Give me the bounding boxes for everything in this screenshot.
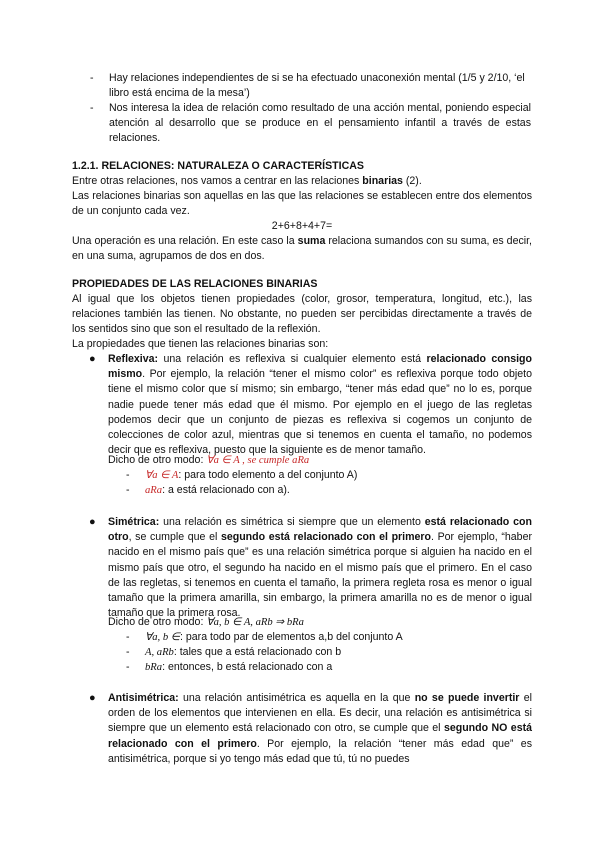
antisimetrica-paragraph: Antisimétrica: una relación antisimétrica es aquella en la que no se puede invertir el orden de los elementos que intervienen en ella. Es decir, una relación es antisimétrica si siempre que un elemento está relacionado con otro, se cumple que el segundo NO está relacionado con el primero. Por ejemplo, la relación “tener más edad que” es antisimétrica, porque si yo tengo más edad que tú, tú no puedes bbox=[108, 692, 533, 765]
dash-marker: - bbox=[126, 646, 130, 658]
section-paragraph-3: Una operación es una relación. En este caso la suma relaciona sumandos con su suma, es decir, en una suma, agrupamos de dos en dos. bbox=[72, 235, 532, 263]
reflexiva-formula: ∀a ∈ A , se cumple aRa bbox=[206, 455, 310, 466]
section-paragraph-2: Las relaciones binarias son aquellas en las que las relaciones se establecen entre dos elementos de un conjunto cada vez. bbox=[72, 190, 532, 218]
reflexiva-sub-1: ∀a ∈ A: para todo elemento a del conjunto A) bbox=[145, 469, 358, 481]
simetrica-formula-line: Dicho de otro modo: ∀a, b ∈ A, aRb ⇒ bRa bbox=[108, 616, 304, 628]
dash-marker: - bbox=[126, 631, 130, 643]
section-paragraph-1: Entre otras relaciones, nos vamos a centrar en las relaciones binarias (2). bbox=[72, 175, 422, 187]
dash-marker: - bbox=[90, 72, 94, 84]
reflexiva-paragraph: Reflexiva: una relación es reflexiva si cualquier elemento está relacionado consigo mismo. Por ejemplo, la relación “tener el mismo color” es reflexiva porque todo objeto tiene el mismo color que sí mismo; sin embargo, “tener más edad que” no lo es, porque nadie puede tener más edad que él mismo. Por ejemplo en el juego de las regletas podemos decir que un conjunto de piezas es reflexiva si cogemos un conjunto de colecciones de color azul, mientras que si tenemos en cuenta el tamaño, no podemos decir que es reflexiva, puesto que la siguiente es de menor tamaño. bbox=[108, 353, 532, 457]
simetrica-formula: ∀a, b ∈ A, aRb ⇒ bRa bbox=[206, 617, 304, 628]
simetrica-sub-1: ∀a, b ∈: para todo par de elementos a,b del conjunto A bbox=[145, 631, 403, 643]
section-heading: 1.2.1. RELACIONES: NATURALEZA O CARACTERÍSTICAS bbox=[72, 160, 364, 172]
properties-paragraph-2: La propiedades que tienen las relaciones binarias son: bbox=[72, 338, 329, 350]
simetrica-sub-2: A, aRb: tales que a está relacionado con b bbox=[145, 646, 342, 658]
dash-marker: - bbox=[126, 469, 130, 481]
intro-item-1: Hay relaciones independientes de si se ha efectuado unaconexión mental (1/5 y 2/10, ‘el libro está encima de la mesa’) bbox=[109, 72, 525, 100]
simetrica-sub-3: bRa: entonces, b está relacionado con a bbox=[145, 661, 333, 673]
properties-paragraph-1: Al igual que los objetos tienen propiedades (color, grosor, temperatura, longitud, etc.), las relaciones también las tienen. No obstante, no pueden ser percibidas directamente a través de los sentidos sino que son el resultado de la reflexión. bbox=[72, 293, 532, 336]
reflexiva-formula-line: Dicho de otro modo: ∀a ∈ A , se cumple aRa bbox=[108, 454, 310, 466]
intro-item-2: Nos interesa la idea de relación como resultado de una acción mental, poniendo especial atención al desarrollo que se produce en el pensamiento infantil a través de estas relaciones. bbox=[109, 102, 531, 145]
bullet-icon: ● bbox=[89, 516, 96, 528]
simetrica-paragraph: Simétrica: una relación es simétrica si siempre que un elemento está relacionado con otro, se cumple que el segundo está relacionado con el primero. Por ejemplo, “haber nacido en el mismo país que” es una relación simétrica porque si alguien ha nacido en el mismo país que otro, el segundo ha nacido en el mismo país que el primero. En el caso de las regletas, si tenemos en cuenta el tamaño, la primera regleta rosa es menor o igual tamaño que la primera amarilla, sin embargo, la primera amarilla no es de menor o igual tamaño que la primera rosa. bbox=[108, 516, 532, 620]
reflexiva-sub-2: aRa: a está relacionado con a). bbox=[145, 484, 290, 496]
bullet-icon: ● bbox=[89, 353, 96, 365]
bullet-icon: ● bbox=[89, 692, 96, 704]
dash-marker: - bbox=[90, 102, 94, 114]
properties-heading: PROPIEDADES DE LAS RELACIONES BINARIAS bbox=[72, 278, 318, 290]
dash-marker: - bbox=[126, 484, 130, 496]
equation: 2+6+8+4+7= bbox=[271, 220, 333, 232]
dash-marker: - bbox=[126, 661, 130, 673]
